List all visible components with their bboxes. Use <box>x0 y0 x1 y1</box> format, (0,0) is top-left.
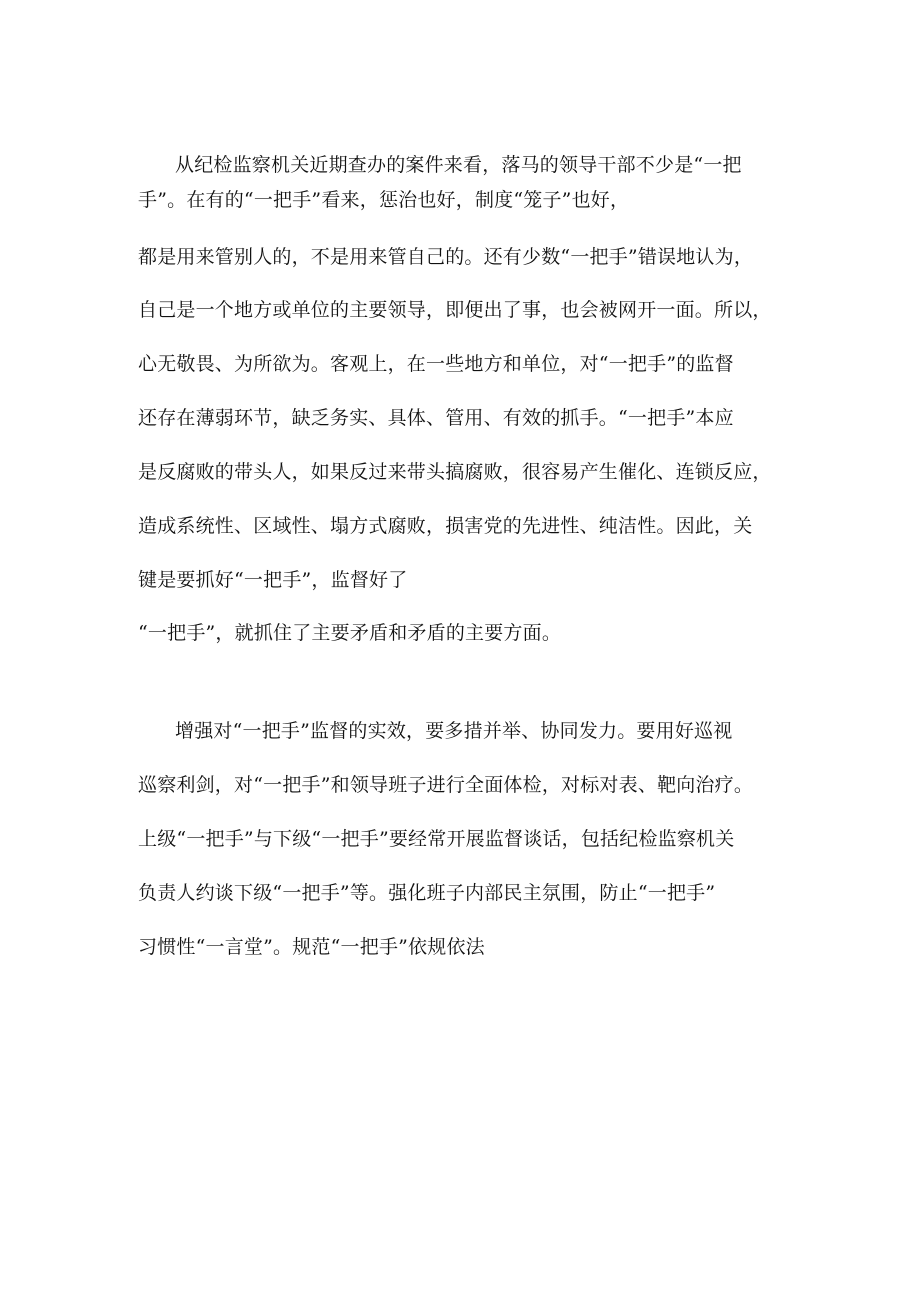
paragraph-1-line-10: “一把手”，就抓住了主要矛盾和矛盾的主要方面。 <box>138 622 562 644</box>
paragraph-1-line-5: 心无敬畏、为所欲为。客观上，在一些地方和单位，对“一把手”的监督 <box>138 353 734 375</box>
paragraph-1-line-6: 还存在薄弱环节，缺乏务实、具体、管用、有效的抓手。“一把手”本应 <box>138 407 734 429</box>
paragraph-1-line-4: 自己是一个地方或单位的主要领导，即便出了事，也会被网开一面。所以， <box>138 299 772 321</box>
paragraph-1-line-3: 都是用来管别人的，不是用来管自己的。还有少数“一把手”错误地认为， <box>138 246 754 268</box>
paragraph-1-line-9: 键是要抓好“一把手”，监督好了 <box>138 569 408 591</box>
paragraph-2-line-5: 习惯性“一言堂”。规范“一把手”依规依法 <box>138 936 485 958</box>
paragraph-2-line-1: 增强对“一把手”监督的实效，要多措并举、协同发力。要用好巡视 <box>175 720 733 742</box>
paragraph-1-line-8: 造成系统性、区域性、塌方式腐败，损害党的先进性、纯洁性。因此，关 <box>138 515 753 537</box>
paragraph-1-line-7: 是反腐败的带头人，如果反过来带头搞腐败，很容易产生催化、连锁反应， <box>138 461 772 483</box>
paragraph-1-line-1: 从纪检监察机关近期查办的案件来看，落马的领导干部不少是“一把 <box>175 154 742 176</box>
paragraph-2-line-4: 负责人约谈下级“一把手”等。强化班子内部民主氛围，防止“一把手” <box>138 882 716 904</box>
paragraph-2-line-3: 上级“一把手”与下级“一把手”要经常开展监督谈话，包括纪检监察机关 <box>138 828 735 850</box>
paragraph-2-line-2: 巡察利剑，对“一把手”和领导班子进行全面体检，对标对表、靶向治疗。 <box>138 774 754 796</box>
paragraph-1-line-2: 手”。在有的“一把手”看来，惩治也好，制度“笼子”也好， <box>138 189 630 211</box>
